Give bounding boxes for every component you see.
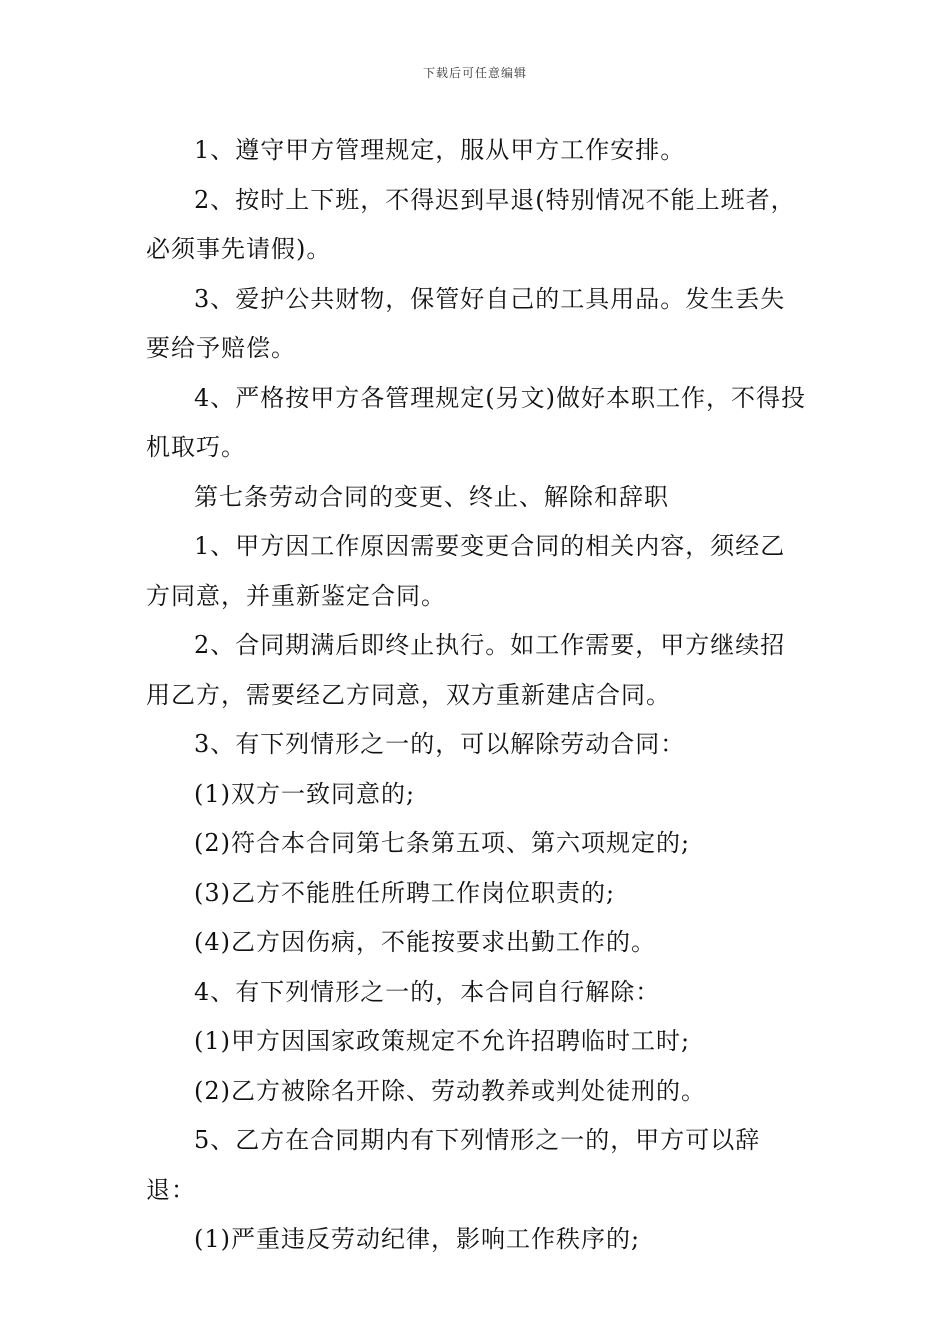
document-body <box>146 126 810 1265</box>
paragraph-change-5: 5、乙方在合同期内有下列情形之一的，甲方可以辞退： <box>146 1126 761 1204</box>
section-heading-article-7: 第七条劳动合同的变更、终止、解除和辞职 <box>194 482 669 511</box>
header-note: 下载后可任意编辑 <box>422 66 527 80</box>
list-item-3-3: (3)乙方不能胜任所聘工作岗位职责的; <box>194 878 616 907</box>
list-item-3-1: (1)双方一致同意的; <box>194 779 416 808</box>
list-item-3-2: (2)符合本合同第七条第五项、第六项规定的; <box>194 829 691 857</box>
list-item-4-2: (2)乙方被除名开除、劳动教养或判处徒刑的。 <box>194 1076 706 1105</box>
list-item-5-1: (1)严重违反劳动纪律，影响工作秩序的; <box>194 1225 641 1253</box>
paragraph-change-2: 2、合同期满后即终止执行。如工作需要，甲方继续招用乙方，需要经乙方同意，双方重新建店合同。 <box>146 631 786 709</box>
paragraph-clause-1: 1、遵守甲方管理规定，服从甲方工作安排。 <box>194 136 686 164</box>
paragraph-change-3: 3、有下列情形之一的，可以解除劳动合同： <box>194 730 686 758</box>
paragraph-clause-4: 4、严格按甲方各管理规定(另文)做好本职工作，不得投机取巧。 <box>146 383 806 461</box>
list-item-4-1: (1)甲方因国家政策规定不允许招聘临时工时; <box>194 1027 691 1055</box>
list-item-3-4: (4)乙方因伤病，不能按要求出勤工作的。 <box>194 928 656 956</box>
paragraph-change-4: 4、有下列情形之一的，本合同自行解除： <box>194 977 661 1006</box>
paragraph-clause-3: 3、爱护公共财物，保管好自己的工具用品。发生丢失要给予赔偿。 <box>146 284 786 362</box>
paragraph-clause-2: 2、按时上下班，不得迟到早退(特别情况不能上班者，必须事先请假)。 <box>146 185 796 263</box>
paragraph-change-1: 1、甲方因工作原因需要变更合同的相关内容，须经乙方同意，并重新鉴定合同。 <box>146 532 786 610</box>
